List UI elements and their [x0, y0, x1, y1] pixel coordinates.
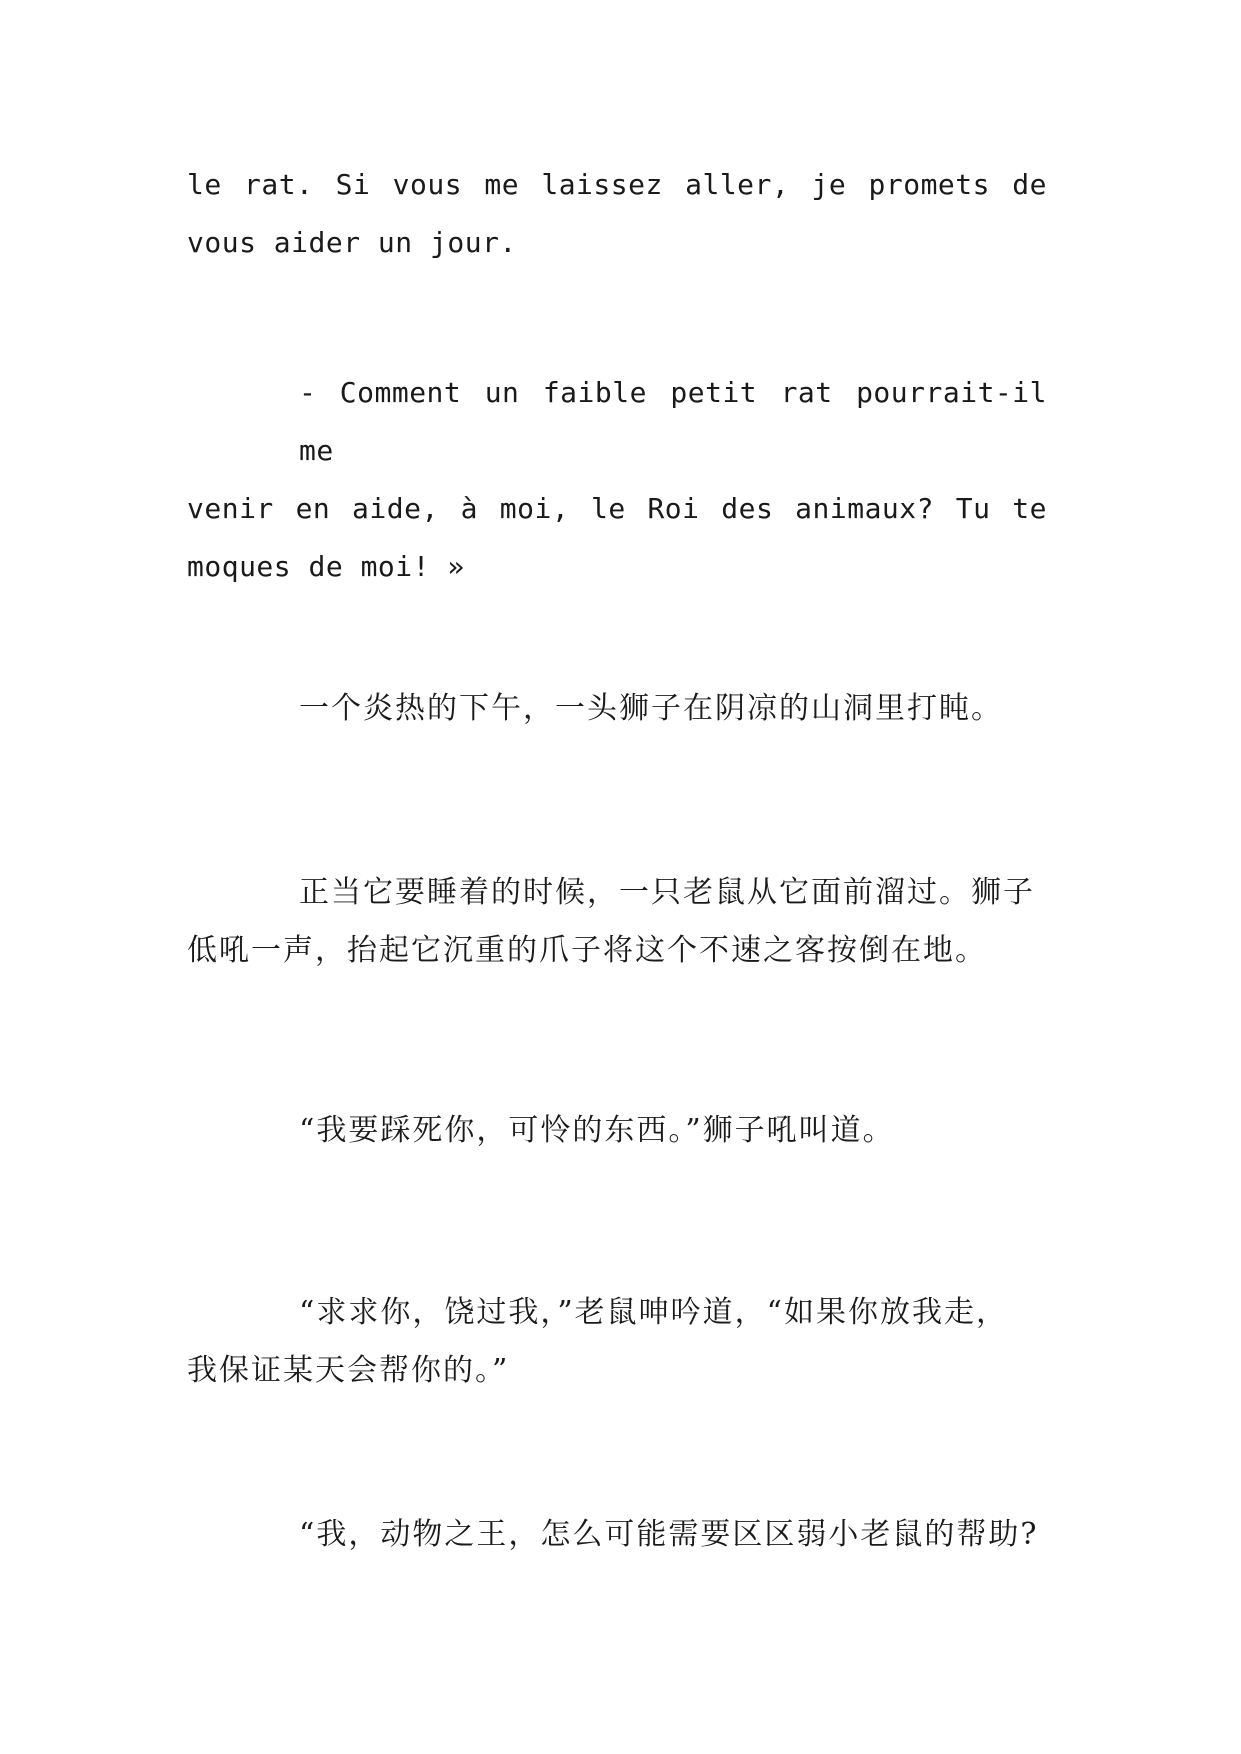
text-line: 我保证某天会帮你的。” [187, 1353, 510, 1388]
text-line: 正当它要睡着的时候，一只老鼠从它面前溜过。狮子 [299, 875, 1035, 910]
text-line: 一个炎热的下午，一头狮子在阴凉的山洞里打盹。 [299, 691, 1003, 726]
text-line: - Comment un faible petit rat pourrait-il me [299, 376, 1047, 467]
text-line: “我，动物之王，怎么可能需要区区弱小老鼠的帮助? [299, 1517, 1039, 1552]
paragraph-french-2 [187, 364, 1047, 596]
text-line: “求求你，饶过我，”老鼠呻吟道，“如果你放我走， [299, 1295, 1009, 1330]
text-line: le rat. Si vous me laissez aller, je promets de [187, 168, 1047, 201]
text-line: “我要踩死你，可怜的东西。”狮子吼叫道。 [299, 1113, 895, 1148]
text-line: vous aider un jour. [187, 226, 517, 259]
paragraph-french-1 [187, 156, 1047, 272]
paragraph-chinese-4 [187, 1284, 1047, 1400]
text-line: venir en aide, à moi, le Roi des animaux? Tu te [187, 492, 1047, 525]
paragraph-chinese-5 [187, 1506, 1047, 1564]
paragraph-chinese-1 [187, 680, 1047, 738]
paragraph-chinese-3 [187, 1102, 1047, 1160]
text-line: 低吼一声，抬起它沉重的爪子将这个不速之客按倒在地。 [187, 933, 987, 968]
paragraph-chinese-2 [187, 864, 1047, 980]
text-line: moques de moi! » [187, 550, 465, 583]
